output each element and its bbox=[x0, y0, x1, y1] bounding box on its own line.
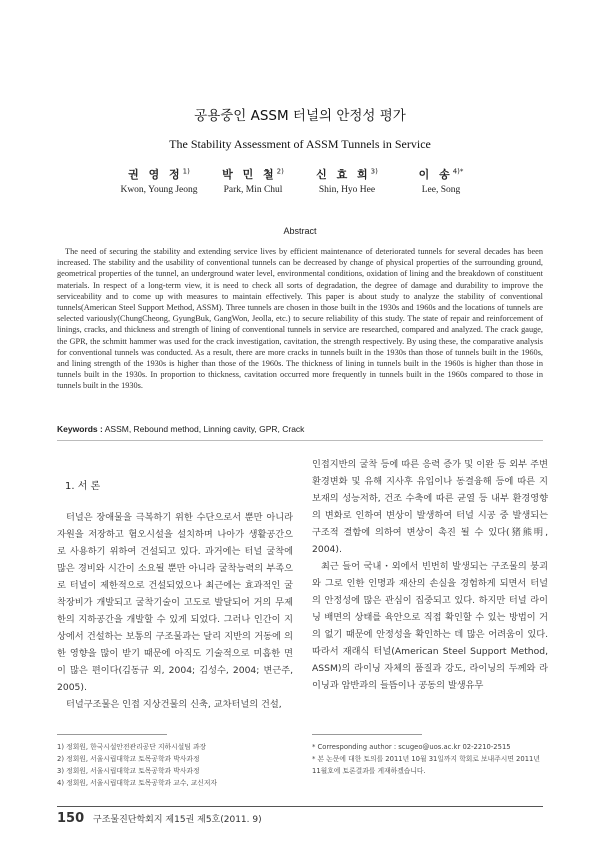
author-name-korean: 신 효 희 bbox=[316, 168, 371, 181]
page-number: 150 bbox=[57, 811, 85, 826]
footnote-rule bbox=[57, 734, 167, 735]
footnotes-correspondence bbox=[312, 741, 548, 777]
body-paragraph: 터널은 장애물을 극복하기 위한 수단으로서 뿐만 아니라 자원을 저장하고 혐오시설을 설치하며 나아가 생활공간으로 사용하기 위하여 건설되고 있다. 과거에는 터널 굴착에 많은 경비와 시간이 소요될 뿐만 아니라 굴착능력의 부족으로 터널이 제한적으로 건설되었으나 최근에는 효과적인 굴착장비가 개발되고 굴착기술이 고도로 발달되어 거의 무제한의 지하공간을 개발할 수 있게 되었다. 그러나 인간이 지상에서 건설하는 보통의 구조물과는 달리 지반의 거동에 의한 영향을 많이 받기 때문에 아직도 기술적으로 미흡한 면이 많은 편이다(김동규 외, 2004; 김성수, 2004; 변근주, 2005). bbox=[57, 512, 293, 693]
author-list bbox=[112, 166, 488, 195]
author-name-english: Lee, Song bbox=[421, 185, 461, 195]
footnote-rule bbox=[312, 734, 422, 735]
author-affiliation-mark: 2) bbox=[276, 167, 284, 176]
body-paragraph: 최근 들어 국내・외에서 빈번히 발생되는 구조물의 붕괴와 그로 인한 인명과 재산의 손실을 경험하게 되면서 터널의 안정성에 많은 관심이 집중되고 있다. 하지만 터널 라이닝 배면의 상태를 육안으로 직접 확인할 수 있는 방법이 거의 없기 때문에 안정성을 확인하는 데 많은 어려움이 있다. 따라서 재래식 터널(American Steel Support Method, ASSM)의 라이닝 자체의 품질과 강도, 라이닝의 두께와 라이닝과 암반과의 들뜸이나 공동의 발생유무 bbox=[312, 561, 548, 691]
paper-title-korean: 공용중인 ASSM 터널의 안정성 평가 bbox=[194, 108, 406, 124]
author-affiliation-mark: 1) bbox=[182, 167, 190, 176]
author-affiliation-mark: 3) bbox=[370, 167, 378, 176]
body-column-left bbox=[57, 462, 293, 713]
keywords-line bbox=[57, 424, 543, 434]
section-divider bbox=[57, 440, 543, 441]
author-name-english: Park, Min Chul bbox=[223, 185, 283, 195]
keywords-label: Keywords : bbox=[57, 424, 103, 434]
page-footer bbox=[57, 806, 543, 826]
author-name-english: Shin, Hyo Hee bbox=[318, 185, 376, 195]
abstract-body: The need of securing the stability and extending service lives by efficient maintenance of deteriorated tunnels for several decades has been increased. The stability and the usability of conventional tunnels can be decreased by change of physical properties of the surrounding ground, geometrical properties of the tunnel, an underground water level, environmental conditions, oxidation of lining and the breakdown of constituent materials. In respect of a long-term view, it is need to check all sorts of degradation, the degree of damage and durability to improve the serviceability and to come up with measures to maintain effectively. This paper is about study to analyze the stability of conventional tunnels(American Steel Support Method, ASSM). Three tunnels are chosen in those built in the 1930s and 1960s and the locations of tunnels are selected variously(ChungCheong, GyungBuk, GangWon, Jeolla, etc.) to secure reliability of this study. The state of repair and reinforcement of linings, cracks, and thickness and strength of lining of conventional tunnels in service are researched, compared and analyzed. The crack gauge, the GPR, the schmitt hammer was used for the crack investigation, cavitation, the strength respectively. By using these, the comparative analysis for conventional tunnels was conducted. As a result, there are more cracks in tunnels built in the 1930s than those of tunnels built in the 1960s, and lining strength of the 1930s is higher than those of the 1960s. The thickness of lining in tunnels built in the 1960s is higher than those in tunnels built in the 1930s. In proportion to thickness, cavitation occurred more frequently in tunnels built in the 1960s compared to those in tunnels built in the 1930s. bbox=[57, 247, 543, 391]
keywords-list: ASSM, Rebound method, Linning cavity, GPR, Crack bbox=[104, 424, 305, 434]
footnotes-affiliations bbox=[57, 741, 293, 789]
footnote: 1) 정회원, 한국시설안전관리공단 지하시설팀 과장 bbox=[57, 743, 207, 751]
author-4 bbox=[394, 166, 488, 195]
body-paragraph: 인접지반의 굴착 등에 따른 응력 증가 및 이완 등 외부 주변 환경변화 및 유해 지사후 유입이나 동결융해 등에 따른 지보재의 성능저하, 건조 수축에 따른 균열 등 내부 환경영향의 변화로 인하여 변상이 발생하여 터널 시공 중 발생되는 구조적 결함에 의하여 변상이 촉진 될 수 있다(猪熊明, 2004). bbox=[312, 459, 548, 555]
footnote: 3) 정회원, 서울시립대학교 토목공학과 박사과정 bbox=[57, 767, 200, 775]
section-heading-introduction: 1. 서 론 bbox=[65, 481, 101, 492]
paper-title-english: The Stability Assessment of ASSM Tunnels in Service bbox=[169, 137, 431, 151]
footnote: 4) 정회원, 서울시립대학교 토목공학과 교수, 교신저자 bbox=[57, 779, 217, 787]
author-name-korean: 박 민 철 bbox=[222, 168, 277, 181]
footnote: * Corresponding author : scugeo@uos.ac.kr 02-2210-2515 bbox=[312, 743, 511, 751]
journal-citation: 구조물진단학회지 제15권 제5호(2011. 9) bbox=[93, 815, 262, 825]
footnote: * 본 논문에 대한 토의를 2011년 10월 31일까지 학회로 보내주시면 2011년 11월호에 토론결과를 게재하겠습니다. bbox=[312, 755, 540, 775]
body-column-right bbox=[312, 456, 548, 694]
author-name-korean: 권 영 정 bbox=[128, 168, 183, 181]
abstract-heading: Abstract bbox=[283, 226, 317, 236]
author-affiliation-mark: 4)* bbox=[452, 167, 464, 176]
author-name-english: Kwon, Young Jeong bbox=[120, 185, 198, 195]
author-1 bbox=[112, 166, 206, 195]
author-name-korean: 이 송 bbox=[418, 168, 453, 181]
author-3 bbox=[300, 166, 394, 195]
body-paragraph: 터널구조물은 인접 지상건물의 신축, 교차터널의 건설, bbox=[66, 699, 282, 710]
footnote: 2) 정회원, 서울시립대학교 토목공학과 박사과정 bbox=[57, 755, 200, 763]
author-2 bbox=[206, 166, 300, 195]
